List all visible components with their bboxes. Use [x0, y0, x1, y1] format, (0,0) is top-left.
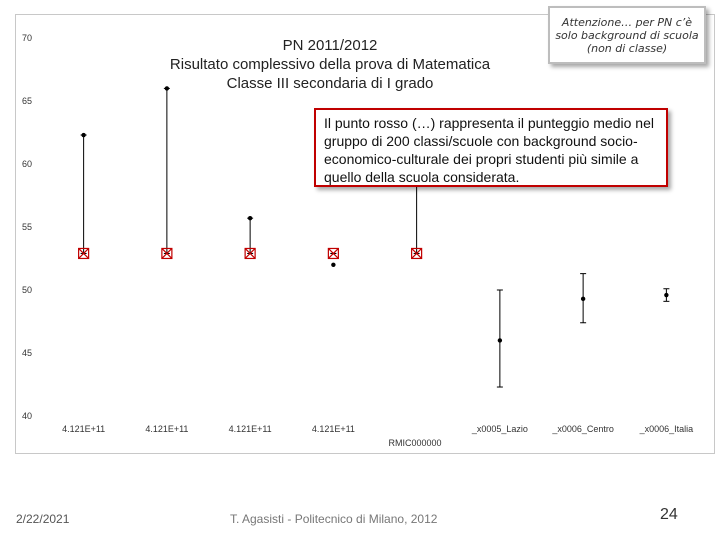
- x-tick-label: 4.121E+11: [228, 424, 272, 434]
- data-point: [498, 338, 502, 342]
- x-axis-title: RMIC000000: [388, 438, 442, 448]
- chart-title-line-2: Risultato complessivo della prova di Matematica: [169, 56, 491, 73]
- y-tick-label: 60: [22, 159, 33, 169]
- x-tick-label: 4.121E+11: [62, 424, 106, 434]
- page-number: 24: [660, 506, 678, 523]
- x-tick-label: 4.121E+11: [145, 424, 189, 434]
- data-point: [331, 263, 335, 267]
- callout-school-background: Attenzione… per PN c’è solo background di scuola (non di classe): [548, 6, 706, 64]
- footer-date: 2/22/2021: [16, 512, 70, 526]
- x-tick-label: _x0006_Centro: [552, 424, 614, 434]
- x-tick-label: 4.121E+11: [311, 424, 355, 434]
- y-tick-label: 55: [22, 222, 33, 232]
- y-tick-label: 40: [22, 411, 33, 421]
- y-tick-label: 50: [22, 285, 33, 295]
- callout-red-point-explanation: Il punto rosso (…) rappresenta il punteggio medio nel gruppo di 200 classi/scuole con background socio-economico-culturale dei propri studenti più simile a quello della scuola considerata.: [314, 108, 668, 187]
- data-point: [81, 133, 85, 137]
- y-tick-label: 45: [22, 348, 33, 358]
- y-tick-label: 70: [22, 33, 33, 43]
- chart-title-line-1: PN 2011/2012: [282, 37, 378, 54]
- footer-credit: T. Agasisti - Politecnico di Milano, 2012: [230, 512, 438, 526]
- x-tick-label: _x0006_Italia: [639, 424, 694, 434]
- data-point: [248, 216, 252, 220]
- data-point: [581, 297, 585, 301]
- y-tick-label: 65: [22, 96, 33, 106]
- reference-marker-x: [328, 248, 338, 258]
- data-point: [664, 293, 668, 297]
- chart-title-line-3: Classe III secondaria di I grado: [226, 75, 434, 92]
- chart-title: [160, 36, 500, 93]
- x-tick-label: _x0005_Lazio: [471, 424, 528, 434]
